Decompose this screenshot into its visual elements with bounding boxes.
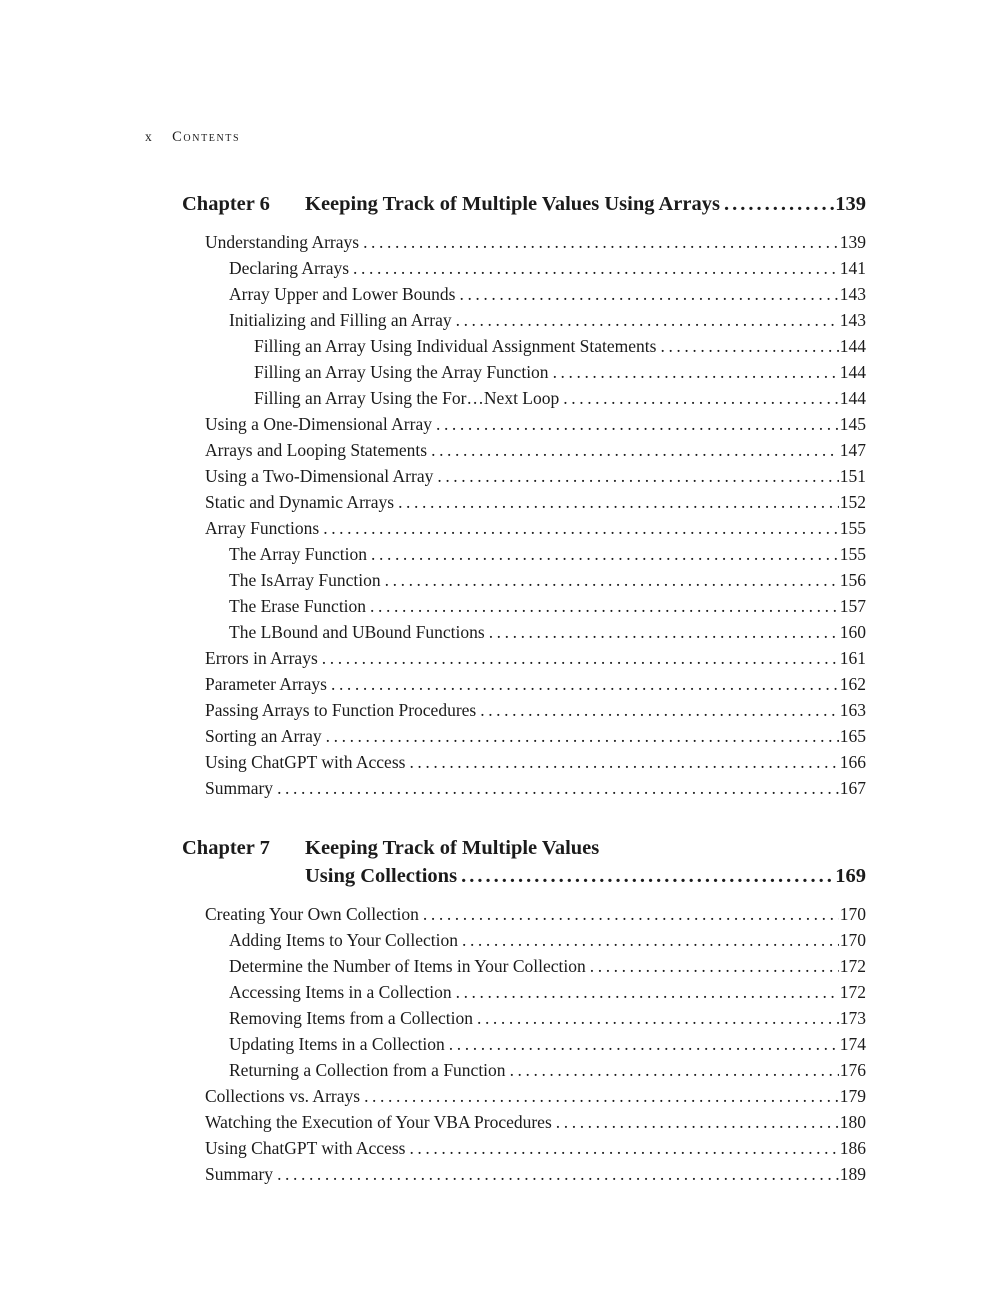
toc-entry — [182, 901, 866, 927]
toc-entry-title: Summary — [205, 1164, 274, 1184]
toc-leader — [462, 927, 839, 953]
toc-entry-title: Passing Arrays to Function Procedures — [205, 700, 477, 720]
toc-entry-title: Accessing Items in a Collection — [229, 982, 452, 1002]
toc-entry — [182, 281, 866, 307]
toc-leader — [563, 385, 838, 411]
toc-entry-page: 143 — [839, 310, 866, 330]
toc-leader — [385, 567, 839, 593]
toc-entry-page: 162 — [839, 674, 866, 694]
toc-leader — [480, 697, 839, 723]
toc-leader — [363, 229, 839, 255]
toc-entry — [182, 307, 866, 333]
toc-entry-title: Errors in Arrays — [205, 648, 318, 668]
toc-entry — [182, 645, 866, 671]
toc-leader — [489, 619, 839, 645]
toc-leader — [556, 1109, 839, 1135]
toc-entry — [182, 255, 866, 281]
toc-entry-title: Parameter Arrays — [205, 674, 327, 694]
toc-entry-page: 167 — [839, 778, 866, 798]
toc-entry-page: 172 — [839, 956, 866, 976]
chapter-title-line — [305, 834, 866, 862]
toc-entry — [182, 1135, 866, 1161]
toc-entry — [182, 541, 866, 567]
toc-entry — [182, 411, 866, 437]
toc-entry — [182, 775, 866, 801]
toc-entry-page: 144 — [839, 362, 866, 382]
toc-entry-title: Using a One-Dimensional Array — [205, 414, 432, 434]
toc-entry-page: 165 — [839, 726, 866, 746]
toc-leader — [322, 645, 839, 671]
toc-entry — [182, 567, 866, 593]
toc-entry-page: 163 — [839, 700, 866, 720]
toc-entry — [182, 697, 866, 723]
toc-leader — [437, 463, 838, 489]
toc-entry-page: 143 — [839, 284, 866, 304]
toc-entry-title: Filling an Array Using the Array Function — [254, 362, 549, 382]
toc-entry — [182, 489, 866, 515]
toc-leader — [353, 255, 839, 281]
toc-entry-title: Summary — [205, 778, 274, 798]
toc-entry — [182, 671, 866, 697]
toc-entry-page: 166 — [839, 752, 866, 772]
toc-entry — [182, 749, 866, 775]
toc-entry-title: Using ChatGPT with Access — [205, 1138, 406, 1158]
toc-leader — [323, 515, 839, 541]
toc-entry-title: Removing Items from a Collection — [229, 1008, 473, 1028]
toc-entry-page: 147 — [839, 440, 866, 460]
chapter-entries — [182, 901, 866, 1187]
toc-entry-title: Collections vs. Arrays — [205, 1086, 361, 1106]
toc-entry — [182, 593, 866, 619]
toc-entry — [182, 359, 866, 385]
toc-entry-title: Sorting an Array — [205, 726, 322, 746]
toc-entry-page: 173 — [839, 1008, 866, 1028]
toc-entry — [182, 979, 866, 1005]
toc-entry-title: Watching the Execution of Your VBA Procedures — [205, 1112, 552, 1132]
toc-entry — [182, 385, 866, 411]
chapter-title-line — [305, 862, 866, 890]
toc-entry-title: Updating Items in a Collection — [229, 1034, 445, 1054]
toc-entry-title: The Erase Function — [229, 596, 367, 616]
toc-entry-page: 176 — [839, 1060, 866, 1080]
toc-entry-page: 145 — [839, 414, 866, 434]
toc-entry-page: 141 — [839, 258, 866, 278]
toc-entry-page: 157 — [839, 596, 866, 616]
folio-page-number: x — [145, 129, 153, 144]
toc-entry-page: 144 — [839, 336, 866, 356]
toc-entry-page: 155 — [839, 518, 866, 538]
toc-entry — [182, 333, 866, 359]
toc-entry-title: Arrays and Looping Statements — [205, 440, 428, 460]
toc-entry-page: 144 — [839, 388, 866, 408]
toc-entry-title: Adding Items to Your Collection — [229, 930, 458, 950]
chapter-title-lines — [305, 834, 866, 890]
toc-entry-page: 179 — [839, 1086, 866, 1106]
toc-entry — [182, 1005, 866, 1031]
running-header-title: Contents — [172, 129, 241, 145]
toc-entry-page: 161 — [839, 648, 866, 668]
toc-entry-page: 170 — [839, 904, 866, 924]
toc-entry-page: 152 — [839, 492, 866, 512]
toc-entry-page: 180 — [839, 1112, 866, 1132]
toc-leader — [436, 411, 839, 437]
toc-entry-title: Initializing and Filling an Array — [229, 310, 452, 330]
toc-entry — [182, 1057, 866, 1083]
toc-entry — [182, 723, 866, 749]
toc-leader — [331, 671, 839, 697]
toc-leader — [660, 333, 838, 359]
chapter-title-line — [305, 190, 866, 218]
toc-entry — [182, 437, 866, 463]
toc-entry — [182, 229, 866, 255]
toc-leader — [461, 862, 834, 890]
toc-leader — [364, 1083, 839, 1109]
toc-entry — [182, 927, 866, 953]
toc-entry-title: The LBound and UBound Functions — [229, 622, 485, 642]
toc-leader — [277, 775, 839, 801]
toc-leader — [398, 489, 839, 515]
toc-chapter — [182, 190, 866, 801]
toc-entry — [182, 1161, 866, 1187]
chapter-page-number: 139 — [835, 193, 866, 215]
chapter-heading — [182, 834, 866, 890]
toc-leader — [510, 1057, 839, 1083]
toc-chapter — [182, 834, 866, 1187]
chapter-page-number: 169 — [835, 865, 866, 887]
toc-entry-page: 170 — [839, 930, 866, 950]
running-header — [145, 129, 240, 146]
toc-entry-title: Filling an Array Using the For…Next Loop — [254, 388, 560, 408]
toc-entry — [182, 619, 866, 645]
chapter-title-text: Using Collections — [305, 865, 458, 887]
toc-entry-title: Creating Your Own Collection — [205, 904, 419, 924]
toc-entry-title: Filling an Array Using Individual Assignment Statements — [254, 336, 657, 356]
toc-leader — [409, 1135, 838, 1161]
toc-entry-page: 156 — [839, 570, 866, 590]
toc-leader — [456, 307, 839, 333]
toc-entry-title: Declaring Arrays — [229, 258, 350, 278]
toc-leader — [277, 1161, 839, 1187]
toc-entry — [182, 1109, 866, 1135]
toc-leader — [423, 901, 839, 927]
toc-leader — [477, 1005, 839, 1031]
toc-entry-title: Understanding Arrays — [205, 232, 360, 252]
chapter-label: Chapter 7 — [182, 837, 270, 859]
chapter-title-text: Keeping Track of Multiple Values — [305, 837, 600, 859]
toc-leader — [459, 281, 838, 307]
toc-entry-page: 139 — [839, 232, 866, 252]
toc-entry-page: 155 — [839, 544, 866, 564]
toc-entry — [182, 1083, 866, 1109]
toc-entry-page: 151 — [839, 466, 866, 486]
toc — [182, 190, 866, 1187]
chapter-entries — [182, 229, 866, 801]
toc-leader — [326, 723, 839, 749]
toc-entry-page: 186 — [839, 1138, 866, 1158]
chapter-heading — [182, 190, 866, 218]
toc-leader — [370, 593, 839, 619]
toc-entry-title: Determine the Number of Items in Your Collection — [229, 956, 586, 976]
toc-leader — [553, 359, 839, 385]
toc-entry-title: Using ChatGPT with Access — [205, 752, 406, 772]
toc-leader — [590, 953, 839, 979]
toc-leader — [371, 541, 839, 567]
toc-leader — [409, 749, 838, 775]
toc-entry-title: Using a Two-Dimensional Array — [205, 466, 434, 486]
toc-leader — [431, 437, 839, 463]
chapter-label: Chapter 6 — [182, 193, 270, 215]
toc-entry-title: The Array Function — [229, 544, 368, 564]
toc-entry-page: 172 — [839, 982, 866, 1002]
toc-entry-title: The IsArray Function — [229, 570, 381, 590]
toc-leader — [724, 190, 834, 218]
toc-entry-title: Returning a Collection from a Function — [229, 1060, 506, 1080]
chapter-title-lines — [305, 190, 866, 218]
toc-entry-title: Array Functions — [205, 518, 320, 538]
toc-entry — [182, 515, 866, 541]
chapter-title-text: Keeping Track of Multiple Values Using Arrays — [305, 193, 720, 215]
toc-entry-page: 174 — [839, 1034, 866, 1054]
toc-entry — [182, 953, 866, 979]
toc-entry — [182, 1031, 866, 1057]
toc-entry — [182, 463, 866, 489]
toc-entry-title: Array Upper and Lower Bounds — [229, 284, 456, 304]
toc-leader — [449, 1031, 839, 1057]
toc-entry-title: Static and Dynamic Arrays — [205, 492, 395, 512]
toc-leader — [456, 979, 839, 1005]
toc-entry-page: 189 — [839, 1164, 866, 1184]
toc-entry-page: 160 — [839, 622, 866, 642]
